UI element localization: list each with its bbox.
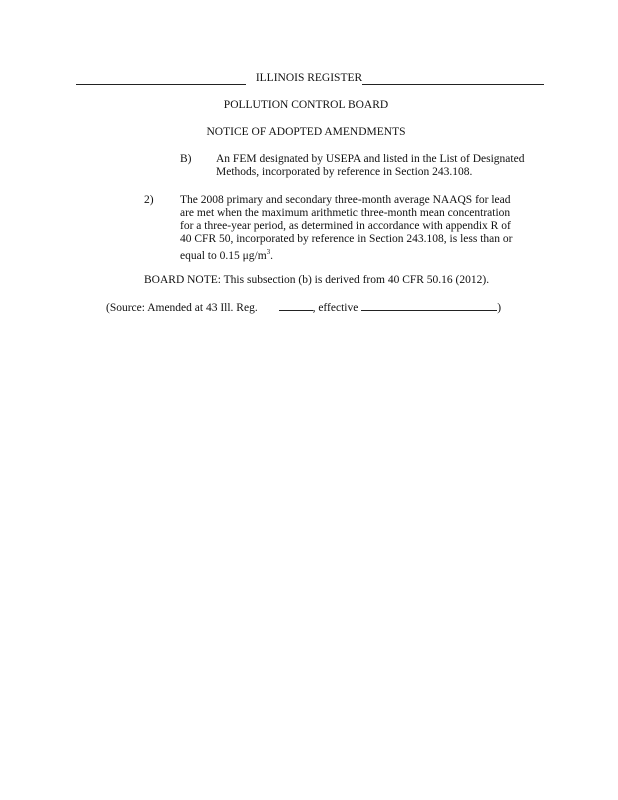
notice-title: NOTICE OF ADOPTED AMENDMENTS	[206, 126, 406, 138]
item-2-text	[180, 194, 512, 263]
register-title: ILLINOIS REGISTER	[255, 72, 363, 84]
item-b-line-2: Methods, incorporated by reference in Section 243.108.	[216, 166, 473, 178]
item-2-line-3: for a three-year period, as determined in accordance with appendix R of	[180, 220, 511, 232]
item-2-line-5-text: equal to 0.15 μg/m	[180, 249, 267, 262]
source-middle: , effective	[312, 302, 359, 314]
item-b-line-1: An FEM designated by USEPA and listed in the List of Designated	[216, 153, 525, 165]
source-suffix: )	[497, 302, 502, 314]
board-title: POLLUTION CONTROL BOARD	[223, 99, 389, 111]
item-2-superscript: 3	[266, 248, 271, 256]
item-2-line-5-end: .	[270, 249, 274, 262]
header-rule-right	[362, 84, 544, 85]
board-note: BOARD NOTE: This subsection (b) is derived from 40 CFR 50.16 (2012).	[144, 274, 490, 286]
header-rule-left	[76, 84, 246, 85]
item-2-line-2: are met when the maximum arithmetic three-month mean concentration	[180, 207, 511, 219]
item-2-line-5	[180, 246, 512, 263]
item-b-text	[216, 153, 524, 179]
item-2-line-4: 40 CFR 50, incorporated by reference in Section 243.108, is less than or	[180, 233, 513, 245]
item-2-marker: 2)	[144, 194, 154, 206]
source-line	[106, 301, 501, 314]
effective-date-blank	[361, 301, 497, 311]
register-page-blank	[279, 301, 313, 311]
source-prefix: (Source: Amended at 43 Ill. Reg.	[106, 302, 258, 314]
item-2-line-1: The 2008 primary and secondary three-month average NAAQS for lead	[180, 194, 511, 206]
item-b-marker: B)	[180, 153, 192, 165]
